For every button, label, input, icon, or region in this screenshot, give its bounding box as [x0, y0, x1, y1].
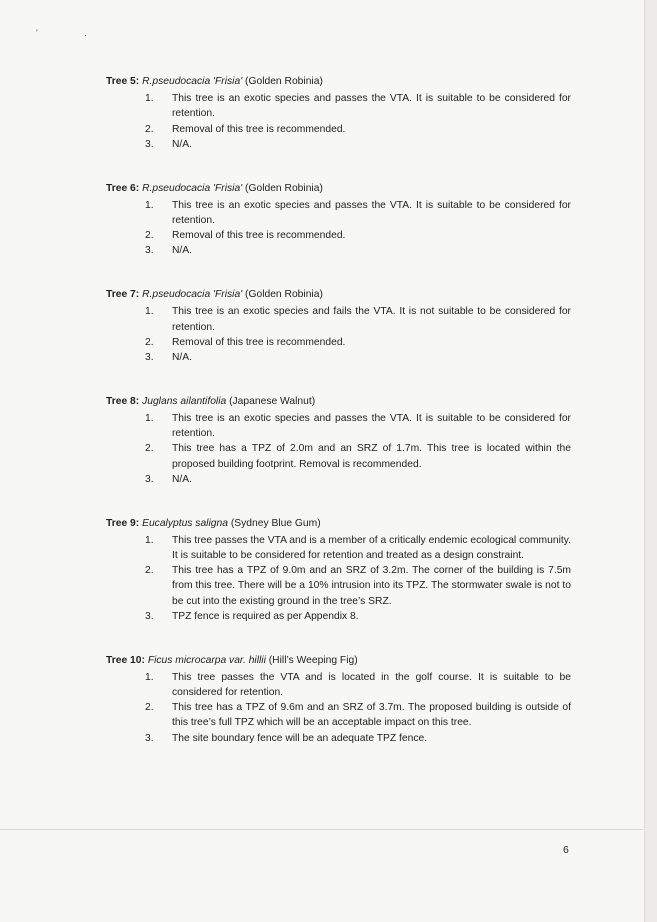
tree-findings-list	[106, 198, 571, 259]
tree-species: Eucalyptus saligna	[142, 517, 228, 529]
item-number: 1.	[145, 93, 154, 105]
item-text: This tree has a TPZ of 9.0m and an SRZ of 3.2m. The corner of the building is 7.5m from this tree. There will be a 10% intrusion into its TPZ. The stormwater swale is not to be cut into the existing ground in the tree’s SRZ.	[172, 565, 571, 607]
tree-heading	[106, 74, 571, 89]
item-text: Removal of this tree is recommended.	[172, 336, 346, 348]
list-item	[106, 700, 571, 730]
item-number: 2.	[145, 702, 154, 714]
tree-label: Tree 6:	[106, 182, 140, 194]
item-number: 3.	[145, 610, 154, 622]
item-text: TPZ fence is required as per Appendix 8.	[172, 610, 359, 622]
list-item	[106, 198, 571, 228]
item-text: This tree passes the VTA and is a member of a critically endemic ecological community. It is suitable to be considered for retention and treated as a design constraint.	[172, 534, 571, 562]
tree-label: Tree 8:	[106, 395, 140, 407]
list-item	[106, 533, 571, 563]
item-number: 2.	[145, 565, 154, 577]
tree-heading	[106, 394, 571, 409]
tree-species: R.pseudocacia 'Frisia'	[142, 182, 243, 194]
tree-label: Tree 9:	[106, 517, 140, 529]
item-number: 3.	[145, 352, 154, 364]
tree-species: Juglans ailantifolia	[142, 395, 227, 407]
tree-8-section	[106, 394, 571, 487]
tree-findings-list	[106, 304, 571, 365]
tree-species: R.pseudocacia 'Frisia'	[142, 289, 243, 301]
item-number: 1.	[145, 306, 154, 318]
tree-6-section	[106, 181, 571, 259]
tree-findings-list	[106, 91, 571, 152]
item-text: This tree has a TPZ of 9.6m and an SRZ of 3.7m. The proposed building is outside of this tree’s full TPZ which will be an acceptable impact on this tree.	[172, 702, 571, 729]
item-text: This tree is an exotic species and passes the VTA. It is suitable to be considered for retention.	[172, 93, 571, 120]
item-text: This tree passes the VTA and is located in the golf course. It is suitable to be considered for retention.	[172, 671, 571, 699]
item-number: 2.	[145, 336, 154, 348]
tree-findings-list	[106, 533, 571, 624]
list-item	[106, 350, 571, 365]
list-item	[106, 243, 571, 258]
item-number: 3.	[145, 138, 154, 150]
item-text: Removal of this tree is recommended.	[172, 230, 346, 242]
item-number: 1.	[145, 199, 154, 211]
tree-species: Ficus microcarpa var. hillii	[147, 654, 266, 666]
item-text: N/A.	[172, 138, 193, 150]
tree-species: R.pseudocacia 'Frisia'	[142, 76, 243, 87]
scan-marks: ' .	[36, 28, 109, 38]
tree-heading	[106, 653, 571, 668]
list-item	[106, 411, 571, 441]
item-number: 1.	[145, 413, 154, 425]
list-item	[106, 91, 571, 121]
list-item	[106, 609, 571, 624]
tree-common-name: (Golden Robinia)	[245, 76, 323, 87]
item-number: 2.	[145, 123, 154, 135]
item-number: 3.	[145, 473, 154, 485]
item-text: N/A.	[172, 352, 193, 364]
item-number: 3.	[145, 732, 154, 744]
list-item	[106, 441, 571, 471]
tree-label: Tree 7:	[106, 289, 140, 301]
list-item	[106, 304, 571, 334]
item-text: This tree has a TPZ of 2.0m and an SRZ of 1.7m. This tree is located within the proposed building footprint. Removal is recommended.	[172, 443, 571, 470]
item-number: 3.	[145, 245, 154, 257]
tree-7-section	[106, 287, 571, 365]
list-item	[106, 670, 571, 700]
item-text: This tree is an exotic species and passes the VTA. It is suitable to be considered for retention.	[172, 199, 571, 227]
tree-findings-list	[106, 411, 571, 487]
tree-common-name: (Hill’s Weeping Fig)	[268, 654, 358, 666]
tree-common-name: (Japanese Walnut)	[229, 395, 316, 407]
list-item	[106, 731, 571, 746]
tree-9-section	[106, 516, 571, 624]
item-text: This tree is an exotic species and fails the VTA. It is not suitable to be considered for retention.	[172, 306, 571, 333]
tree-heading	[106, 287, 571, 302]
tree-common-name: (Golden Robinia)	[245, 182, 323, 194]
tree-label: Tree 10:	[106, 654, 145, 666]
item-number: 1.	[145, 534, 154, 546]
list-item	[106, 228, 571, 243]
list-item	[106, 137, 571, 152]
tree-heading	[106, 516, 571, 531]
footer-divider	[0, 829, 643, 830]
item-text: Removal of this tree is recommended.	[172, 123, 346, 135]
item-number: 2.	[145, 230, 154, 242]
item-number: 2.	[145, 443, 154, 455]
item-text: This tree is an exotic species and passes the VTA. It is suitable to be considered for retention.	[172, 413, 571, 440]
document-body	[106, 74, 571, 774]
item-number: 1.	[145, 671, 154, 683]
tree-common-name: (Golden Robinia)	[245, 289, 323, 301]
item-text: N/A.	[172, 473, 193, 485]
tree-label: Tree 5:	[106, 76, 140, 87]
list-item	[106, 122, 571, 137]
tree-10-section	[106, 653, 571, 746]
tree-findings-list	[106, 670, 571, 746]
page-edge-shadow	[644, 0, 657, 922]
list-item	[106, 335, 571, 350]
list-item	[106, 563, 571, 609]
list-item	[106, 472, 571, 487]
item-text: N/A.	[172, 245, 193, 257]
tree-5-section	[106, 74, 571, 152]
item-text: The site boundary fence will be an adequate TPZ fence.	[172, 732, 428, 744]
tree-common-name: (Sydney Blue Gum)	[230, 517, 321, 529]
tree-heading	[106, 181, 571, 196]
page-number: 6	[563, 844, 569, 856]
